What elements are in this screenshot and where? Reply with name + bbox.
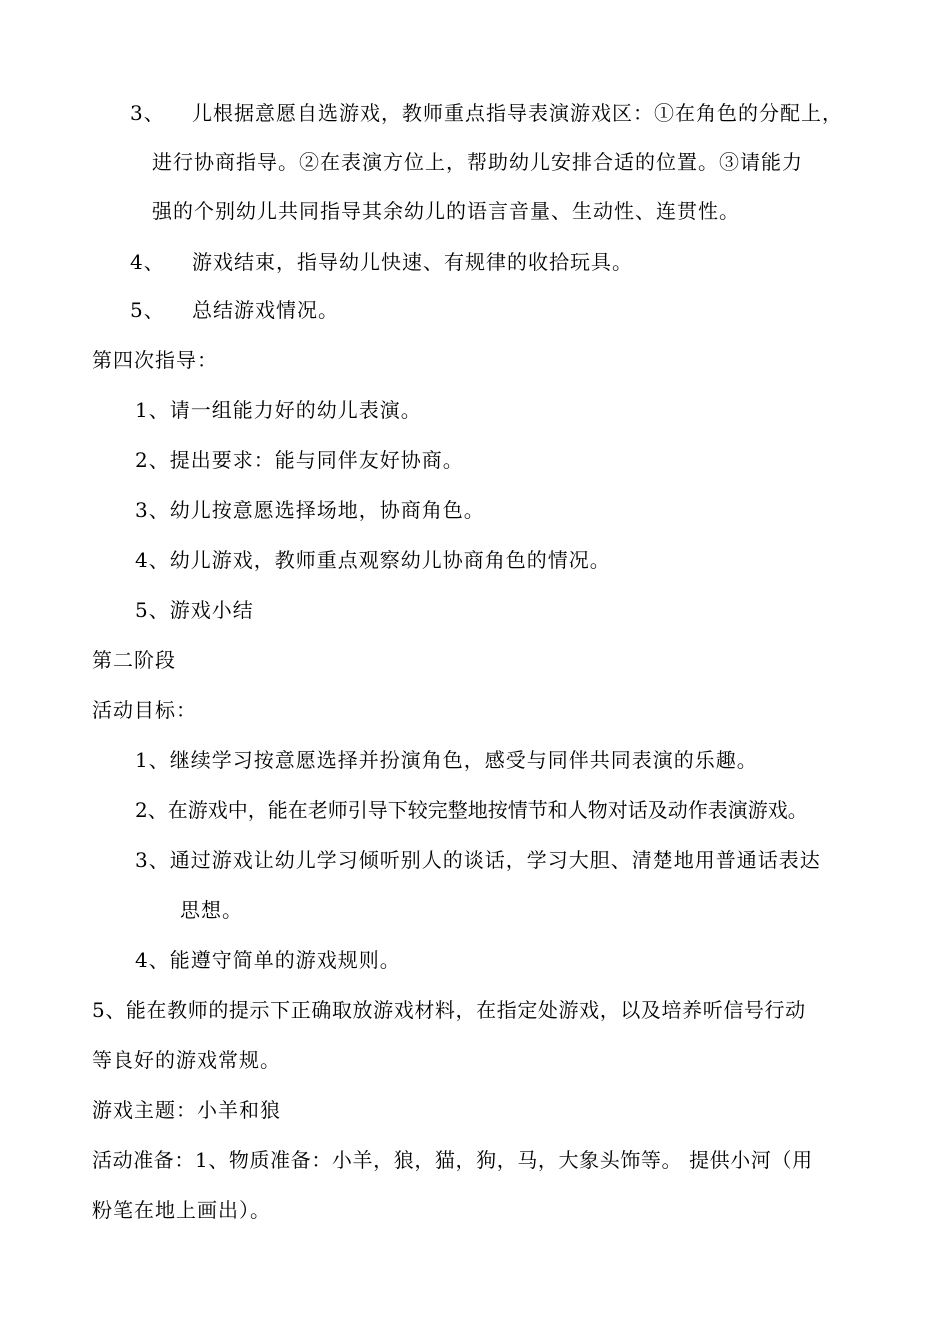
step-3-line-2: 进行协商指导。②在表演方位上，帮助幼儿安排合适的位置。③请能力 [152,150,803,174]
goal-item: 4、能遵守简单的游戏规则。 [135,948,401,972]
step-number: 4、 [130,250,165,274]
fourth-guidance-item: 4、幼儿游戏，教师重点观察幼儿协商角色的情况。 [135,548,611,572]
step-number: 5、 [130,298,165,322]
fourth-guidance-item: 5、游戏小结 [135,598,254,622]
step-text: 游戏结束，指导幼儿快速、有规律的收拾玩具。 [192,250,633,274]
activity-prep-line-2: 粉笔在地上画出）。 [92,1198,271,1222]
step-text: 总结游戏情况。 [192,298,339,322]
fourth-guidance-item: 1、请一组能力好的幼儿表演。 [135,398,422,422]
activity-prep-line-1: 活动准备：1、物质准备：小羊，狼，猫，狗，马，大象头饰等。 提供小河（用 [92,1148,813,1172]
fourth-guidance-heading: 第四次指导： [92,348,218,372]
step-text: 儿根据意愿自选游戏，教师重点指导表演游戏区：①在角色的分配上， [192,101,843,125]
goal-5-line-1: 5、能在教师的提示下正确取放游戏材料，在指定处游戏，以及培养听信号行动 [92,998,806,1022]
fourth-guidance-item: 3、幼儿按意愿选择场地，协商角色。 [135,498,485,522]
goals-heading: 活动目标： [92,698,197,722]
step-number: 3、 [130,101,165,125]
goal-item: 3、通过游戏让幼儿学习倾听别人的谈话，学习大胆、清楚地用普通话表达 [135,848,821,872]
step-3-line-3: 强的个别幼儿共同指导其余幼儿的语言音量、生动性、连贯性。 [152,199,740,223]
goal-item: 2、在游戏中，能在老师引导下较完整地按情节和人物对话及动作表演游戏。 [135,798,808,822]
game-theme: 游戏主题：小羊和狼 [92,1098,281,1122]
goal-5-line-2: 等良好的游戏常规。 [92,1048,281,1072]
stage-two-heading: 第二阶段 [92,648,176,672]
step-5 [130,296,339,324]
step-3-line-1 [130,99,843,127]
goal-item-continuation: 思想。 [180,898,243,922]
goal-item: 1、继续学习按意愿选择并扮演角色，感受与同伴共同表演的乐趣。 [135,748,758,772]
step-4 [130,248,633,276]
fourth-guidance-item: 2、提出要求：能与同伴友好协商。 [135,448,464,472]
